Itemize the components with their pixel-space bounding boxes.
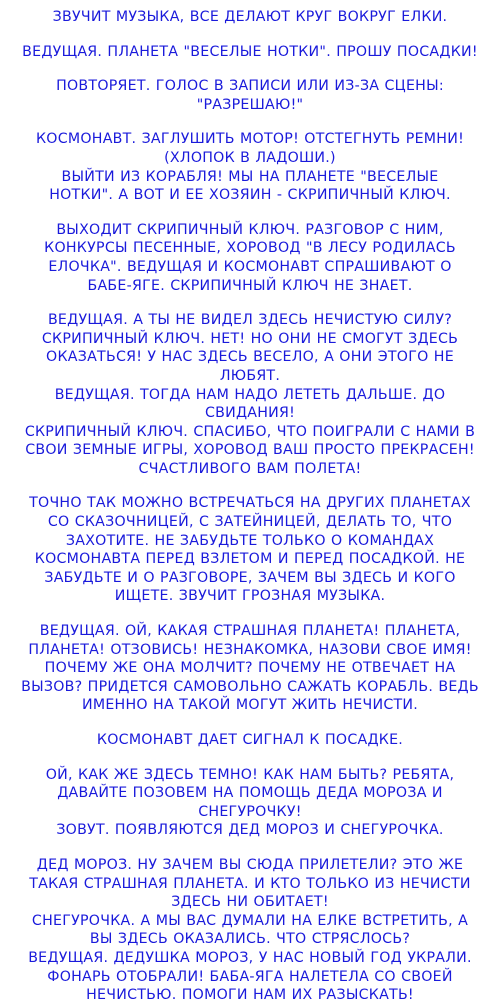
text-line: СКРИПИЧНЫЙ КЛЮЧ. СПАСИБО, ЧТО ПОИГРАЛИ С НАМИ В (24, 423, 476, 440)
text-line: НЕЧИСТЬЮ. ПОМОГИ НАМ ИХ РАЗЫСКАТЬ! (86, 987, 414, 1004)
text-line: ПОЧЕМУ ЖЕ ОНА МОЛЧИТ? ПОЧЕМУ НЕ ОТВЕЧАЕТ НА (44, 660, 456, 677)
text-line: ЕЛОЧКА". ВЕДУЩАЯ И КОСМОНАВТ СПРАШИВАЮТ О (48, 258, 452, 275)
script-paragraph (4, 43, 496, 62)
text-line: ДАВАЙТЕ ПОЗОВЕМ НА ПОМОЩЬ ДЕДА МОРОЗА И (57, 785, 443, 802)
text-line: БАБЕ-ЯГЕ. СКРИПИЧНЫЙ КЛЮЧ НЕ ЗНАЕТ. (87, 277, 413, 294)
text-line: ЗАБУДЬТЕ И О РАЗГОВОРЕ, ЗАЧЕМ ВЫ ЗДЕСЬ И КОГО (44, 569, 456, 586)
text-line: ВЕДУЩАЯ. ТОГДА НАМ НАДО ЛЕТЕТЬ ДАЛЬШЕ. ДО (54, 386, 446, 403)
text-line: ВЫ ЗДЕСЬ ОКАЗАЛИСЬ. ЧТО СТРЯСЛОСЬ? (89, 931, 411, 948)
text-line: ИЩЕТЕ. ЗВУЧИТ ГРОЗНАЯ МУЗЫКА. (114, 588, 386, 605)
text-line: ВЫЗОВ? ПРИДЕТСЯ САМОВОЛЬНО САЖАТЬ КОРАБЛЬ. ВЕДЬ (21, 678, 479, 695)
text-line: НОТКИ". А ВОТ И ЕЕ ХОЗЯИН - СКРИПИЧНЫЙ КЛЮЧ. (49, 187, 451, 204)
text-line: СНЕГУРОЧКУ! (198, 803, 302, 820)
text-line: ВЕДУЩАЯ. ПЛАНЕТА "ВЕСЕЛЫЕ НОТКИ". ПРОШУ ПОСАДКИ! (22, 43, 478, 60)
text-line: СКРИПИЧНЫЙ КЛЮЧ. НЕТ! НО ОНИ НЕ СМОГУТ ЗДЕСЬ (41, 330, 459, 347)
text-line: ИМЕННО НА ТАКОЙ МОГУТ ЖИТЬ НЕЧИСТИ. (81, 697, 419, 714)
script-paragraph (4, 221, 496, 295)
text-line: ФОНАРЬ ОТОБРАЛИ! БАБА-ЯГА НАЛЕТЕЛА СО СВОЕЙ (47, 968, 453, 985)
script-paragraph (4, 622, 496, 715)
text-line: СВИДАНИЯ! (204, 405, 296, 422)
script-paragraph (4, 731, 496, 750)
text-line: ТОЧНО ТАК МОЖНО ВСТРЕЧАТЬСЯ НА ДРУГИХ ПЛАНЕТАХ (29, 495, 471, 512)
text-line: СЧАСТЛИВОГО ВАМ ПОЛЕТА! (138, 460, 362, 477)
text-line: СО СКАЗОЧНИЦЕЙ, С ЗАТЕЙНИЦЕЙ, ДЕЛАТЬ ТО, ЧТО (47, 514, 453, 531)
text-line: ЗАХОТИТЕ. НЕ ЗАБУДЬТЕ ТОЛЬКО О КОМАНДАХ (65, 532, 435, 549)
script-paragraph (4, 311, 496, 478)
text-line: КОНКУРСЫ ПЕСЕННЫЕ, ХОРОВОД "В ЛЕСУ РОДИЛАСЬ (44, 240, 456, 257)
text-line: ВЕДУЩАЯ. ДЕДУШКА МОРОЗ, У НАС НОВЫЙ ГОД УКРАЛИ. (28, 949, 472, 966)
text-line: СВОИ ЗЕМНЫЕ ИГРЫ, ХОРОВОД ВАШ ПРОСТО ПРЕКРАСЕН! (25, 442, 475, 459)
script-paragraph (4, 8, 496, 27)
text-line: ЗВУЧИТ МУЗЫКА, ВСЕ ДЕЛАЮТ КРУГ ВОКРУГ ЕЛКИ. (52, 9, 448, 25)
script-paragraph (4, 130, 496, 204)
script-paragraph (4, 77, 496, 114)
script-paragraph (4, 856, 496, 1005)
text-line: ВЕДУЩАЯ. ОЙ, КАКАЯ СТРАШНАЯ ПЛАНЕТА! ПЛАНЕТА, (39, 623, 461, 640)
text-line: КОСМОНАВТА ПЕРЕД ВЗЛЕТОМ И ПЕРЕД ПОСАДКОЙ. НЕ (34, 551, 466, 568)
text-line: ЗОВУТ. ПОЯВЛЯЮТСЯ ДЕД МОРОЗ И СНЕГУРОЧКА. (56, 822, 444, 839)
text-line: ВЕДУЩАЯ. А ТЫ НЕ ВИДЕЛ ЗДЕСЬ НЕЧИСТУЮ СИЛУ? (47, 312, 453, 329)
text-line: ПЛАНЕТА! ОТЗОВИСЬ! НЕЗНАКОМКА, НАЗОВИ СВОЕ ИМЯ! (28, 641, 472, 658)
text-line: СНЕГУРОЧКА. А МЫ ВАС ДУМАЛИ НА ЕЛКЕ ВСТРЕТИТЬ, А (31, 912, 469, 929)
text-line: (ХЛОПОК В ЛАДОШИ.) (164, 149, 336, 166)
script-paragraph (4, 766, 496, 840)
text-line: ПОВТОРЯЕТ. ГОЛОС В ЗАПИСИ ИЛИ ИЗ-ЗА СЦЕНЫ: (56, 78, 444, 95)
text-line: ВЫХОДИТ СКРИПИЧНЫЙ КЛЮЧ. РАЗГОВОР С НИМ, (56, 221, 444, 238)
text-line: КОСМОНАВТ ДАЕТ СИГНАЛ К ПОСАДКЕ. (96, 732, 404, 748)
text-line: ОЙ, КАК ЖЕ ЗДЕСЬ ТЕМНО! КАК НАМ БЫТЬ? РЕБЯТА, (45, 766, 455, 783)
script-paragraph (4, 494, 496, 606)
text-line: КОСМОНАВТ. ЗАГЛУШИТЬ МОТОР! ОТСТЕГНУТЬ РЕМНИ! (35, 131, 465, 148)
text-line: ТАКАЯ СТРАШНАЯ ПЛАНЕТА. И КТО ТОЛЬКО ИЗ НЕЧИСТИ (29, 875, 471, 892)
text-line: ЛЮБЯТ. (219, 367, 281, 384)
text-line: "РАЗРЕШАЮ!" (196, 96, 304, 113)
text-line: ДЕД МОРОЗ. НУ ЗАЧЕМ ВЫ СЮДА ПРИЛЕТЕЛИ? ЭТО ЖЕ (36, 856, 464, 873)
text-line: ВЫЙТИ ИЗ КОРАБЛЯ! МЫ НА ПЛАНЕТЕ "ВЕСЕЛЫЕ (61, 168, 439, 185)
text-line: ЗДЕСЬ НИ ОБИТАЕТ! (171, 894, 329, 911)
text-line: ОКАЗАТЬСЯ! У НАС ЗДЕСЬ ВЕСЕЛО, А ОНИ ЭТОГО НЕ (46, 349, 454, 366)
